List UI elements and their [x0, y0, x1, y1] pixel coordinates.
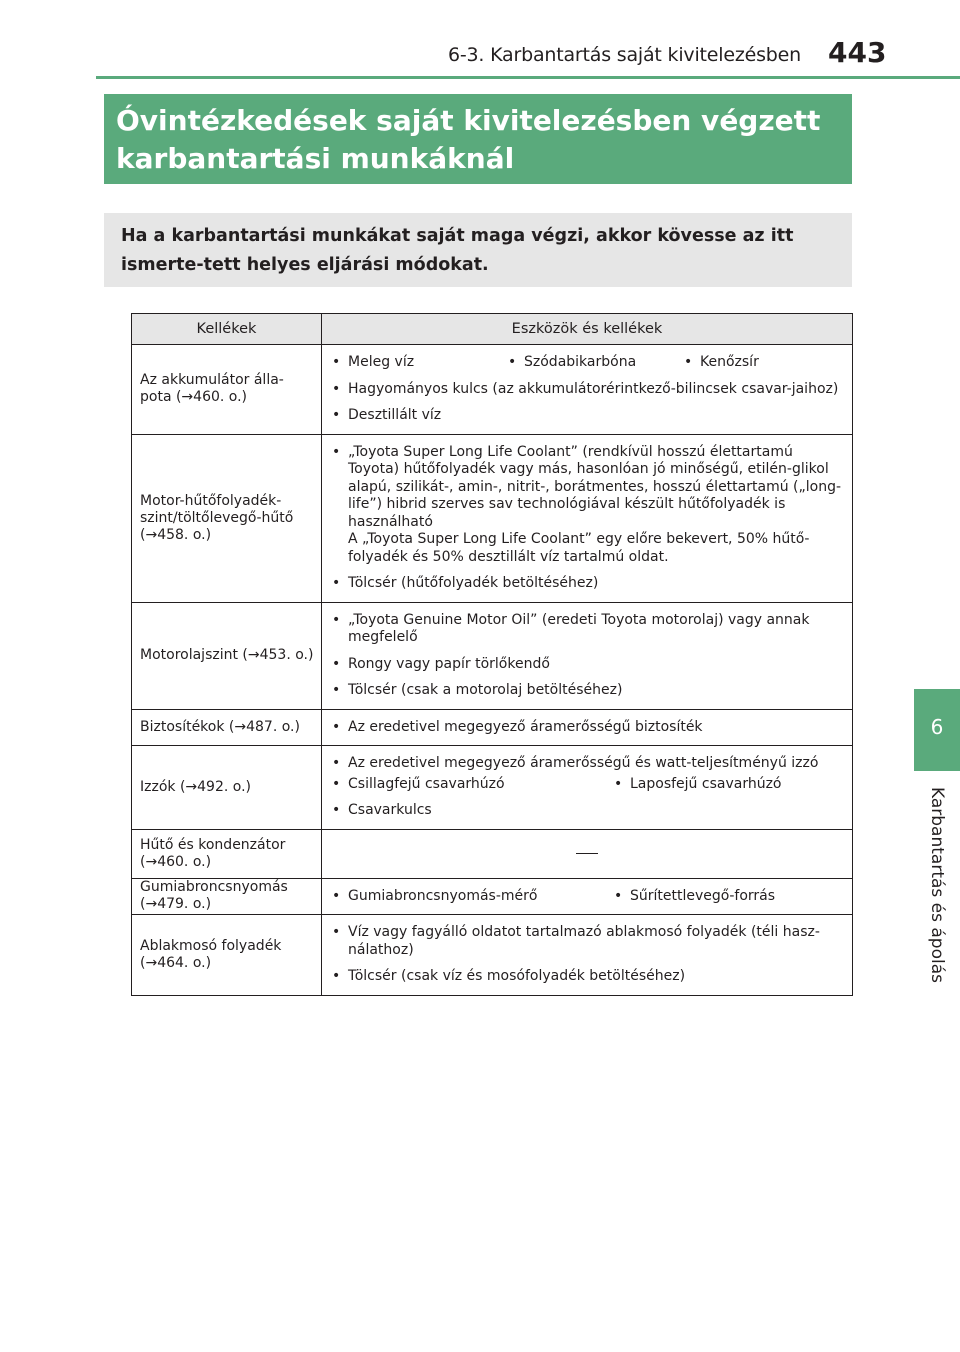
- item-cell: Motorolajszint (→453. o.): [132, 602, 322, 709]
- item-cell: Ablakmosó folyadék (→464. o.): [132, 915, 322, 996]
- page-number: 443: [828, 36, 887, 69]
- table-row: [132, 602, 853, 709]
- chapter-tab: [914, 689, 960, 771]
- tool-list: [330, 924, 842, 986]
- tool-item-text: „Toyota Super Long Life Coolant” (rendkívül hosszú élettartamú Toyota) hűtőfolyadék vagy más, hasonlóan jó minőségű, etilén-glikol alapú, szilikát-, amin-, nitrit-, borátmentes, hosszú élettartamú („long-life”) hibrid szerves sav technológiával készült hűtőfolyadék is használható: [348, 443, 842, 530]
- tools-cell: [322, 746, 853, 830]
- intro-text: Ha a karbantartási munkákat saját maga végzi, akkor kövesse az itt ismerte-tett helyes eljárási módokat.: [121, 226, 794, 275]
- tool-item: • Meleg víz: [330, 354, 506, 372]
- tool-list: [330, 719, 842, 737]
- tool-item: • Tölcsér (csak a motorolaj betöltéséhez): [330, 682, 842, 700]
- chapter-label: Karbantartás és ápolás: [927, 787, 947, 983]
- tool-item: • Csavarkulcs: [330, 802, 842, 820]
- tool-item: • Csillagfejű csavarhúzó: [330, 776, 612, 794]
- item-cell: Gumiabroncsnyomás (→479. o.): [132, 878, 322, 915]
- item-cell: Biztosítékok (→487. o.): [132, 709, 322, 746]
- inline-tools: [330, 888, 842, 906]
- tool-item: • Rongy vagy papír törlőkendő: [330, 656, 842, 674]
- tool-item: • Az eredetivel megegyező áramerősségű és watt-teljesítményű izzó: [330, 755, 842, 773]
- title-band: [104, 94, 852, 184]
- page-title: Óvintézkedések saját kivitelezésben végzett karbantartási munkáknál: [116, 104, 821, 175]
- tool-item: • Laposfejű csavarhúzó: [612, 776, 781, 794]
- item-cell: Az akkumulátor álla-pota (→460. o.): [132, 345, 322, 435]
- tool-item: • Tölcsér (csak víz és mosófolyadék betöltéséhez): [330, 968, 842, 986]
- chapter-number: 6: [930, 715, 944, 739]
- tools-cell: [322, 602, 853, 709]
- table-row: [132, 878, 853, 915]
- tool-item: • Kenőzsír: [682, 354, 759, 372]
- tool-item: • Az eredetivel megegyező áramerősségű biztosíték: [330, 719, 842, 737]
- table-row: [132, 709, 853, 746]
- column-header-items: Kellékek: [132, 314, 322, 345]
- maintenance-table: [131, 313, 853, 996]
- tool-list: [330, 444, 842, 593]
- table-header-row: [132, 314, 853, 345]
- tool-list: [330, 755, 842, 773]
- tool-item-note: A „Toyota Super Long Life Coolant” egy előre bekevert, 50% hűtő-folyadék és 50% desztillált víz tartalmú oldat.: [348, 531, 810, 565]
- tool-item: • Sűrítettlevegő-forrás: [612, 888, 775, 906]
- tool-list: [330, 802, 842, 820]
- tool-item: • Desztillált víz: [330, 407, 842, 425]
- table-row: [132, 915, 853, 996]
- tool-item: • Tölcsér (hűtőfolyadék betöltéséhez): [330, 575, 842, 593]
- tool-item: • Szódabikarbóna: [506, 354, 682, 372]
- tools-cell: [322, 915, 853, 996]
- section-title: 6-3. Karbantartás saját kivitelezésben: [448, 44, 801, 66]
- header-divider: [96, 76, 960, 79]
- table-row: [132, 746, 853, 830]
- empty-dash: [576, 853, 598, 854]
- item-cell: Hűtő és kondenzátor (→460. o.): [132, 829, 322, 878]
- tool-item: • Gumiabroncsnyomás-mérő: [330, 888, 612, 906]
- item-cell: Izzók (→492. o.): [132, 746, 322, 830]
- tool-list: [330, 381, 842, 425]
- intro-box: [104, 213, 852, 287]
- tool-item: • „Toyota Genuine Motor Oil” (eredeti Toyota motorolaj) vagy annak megfelelő: [330, 612, 842, 647]
- tools-cell: [322, 709, 853, 746]
- tools-cell: [322, 345, 853, 435]
- item-cell: Motor-hűtőfolyadék-szint/töltőlevegő-hűtő (→458. o.): [132, 434, 322, 602]
- tools-cell: [322, 434, 853, 602]
- table-row: [132, 434, 853, 602]
- table-row: [132, 829, 853, 878]
- tool-item: • Víz vagy fagyálló oldatot tartalmazó ablakmosó folyadék (téli hasz-nálathoz): [330, 924, 842, 959]
- table-row: [132, 345, 853, 435]
- tools-cell: [322, 878, 853, 915]
- tool-item: [330, 444, 842, 567]
- inline-tools: [330, 776, 842, 794]
- tool-list: [330, 612, 842, 700]
- tool-item: • Hagyományos kulcs (az akkumulátorérintkező-bilincsek csavar-jaihoz): [330, 381, 842, 399]
- tools-cell-empty: [322, 829, 853, 878]
- inline-tools: [330, 354, 842, 372]
- column-header-tools: Eszközök és kellékek: [322, 314, 853, 345]
